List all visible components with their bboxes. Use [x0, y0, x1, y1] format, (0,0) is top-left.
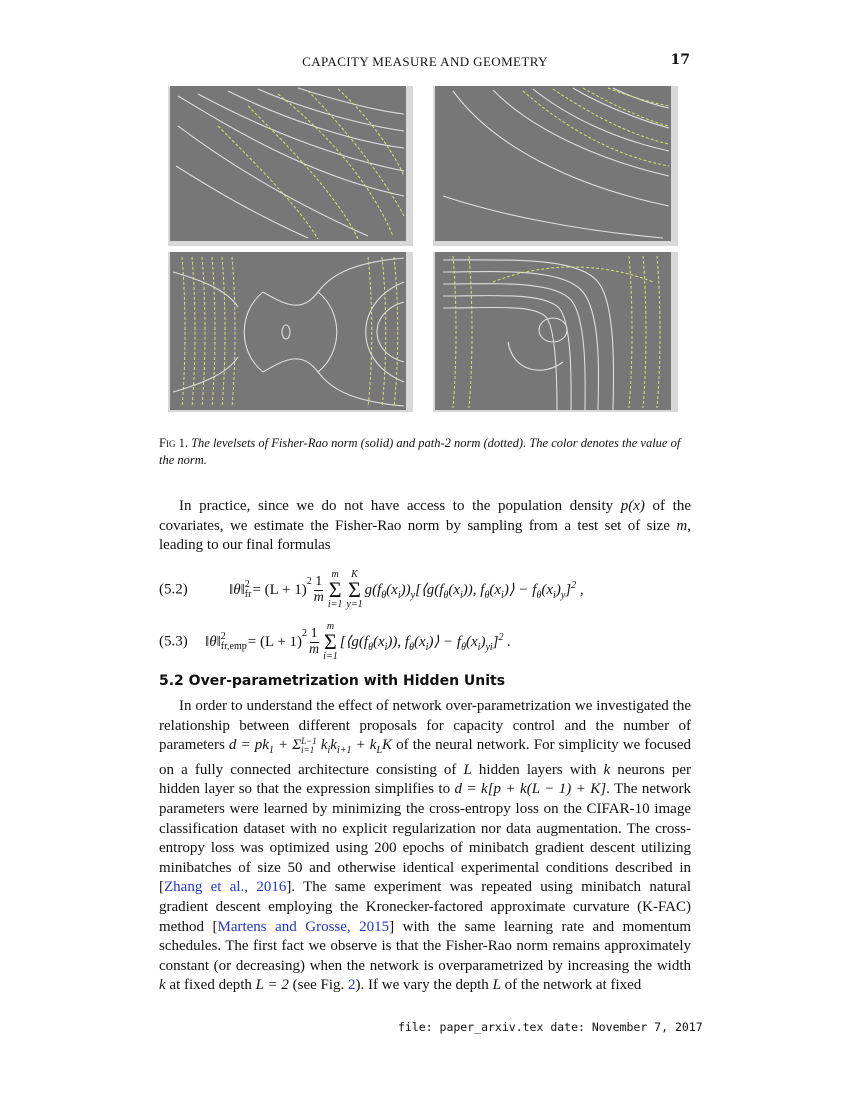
sum-top: m: [331, 569, 339, 580]
paragraph-text: hidden layers with: [471, 761, 604, 778]
sum-top: m: [326, 621, 335, 632]
figure-panel-bottom-right: [433, 252, 678, 412]
math-inline: L: [463, 761, 472, 778]
paragraph-text: of the network at fixed: [500, 977, 642, 994]
equation-5-3: [159, 618, 691, 666]
eq-mid: = (L + 1): [247, 633, 303, 650]
running-head: [160, 52, 690, 72]
paragraph-text: ). If we vary the depth: [355, 977, 493, 994]
eq-sub: fr: [244, 589, 252, 600]
sum-top: K: [351, 569, 358, 580]
sum-symbol: K Σ y=1: [346, 569, 363, 610]
figure-panel-top-left: [168, 86, 413, 246]
citation-link-zhang[interactable]: Zhang et al., 2016: [164, 879, 287, 896]
math-inline: $d = pk_1 + \Sigma$ L−1 i=1 $k_ik_{i+1} + k_LK$: [228, 735, 393, 757]
math-inline: k: [603, 761, 611, 778]
eq-lhs: ‖θ‖: [205, 633, 221, 650]
equation-body: [205, 618, 511, 666]
sum-symbol: m Σ i=1: [323, 621, 338, 662]
eq-fraction: [309, 627, 319, 657]
equation-number: (5.3): [159, 633, 188, 650]
citation-link-martens[interactable]: Martens and Grosse, 2015: [217, 918, 390, 935]
paragraph-text: , leading to our final formulas: [159, 517, 691, 554]
page-number: 17: [670, 52, 690, 68]
paragraph-text: . The network parameters were learned by minimizing the cross-entropy loss on the CIFAR-10 image classification dataset with no explicit regularization nor data augmentation. The cross-entropy loss was optimized using 200 epochs of minibatch gradient descent utilizing minibatches of size 50 and otherwise identical experimental conditions described in [: [159, 781, 692, 896]
paragraph-text: ]. The same experiment was repeated using minibatch natural gradient descent employing the Kronecker-factored approximate curvature (K-FAC) method [: [159, 879, 691, 935]
equation-body: [229, 566, 584, 614]
math-inline: p(x): [620, 498, 645, 514]
sum-bottom: y=1: [346, 599, 363, 610]
figure-panel-top-right: [433, 86, 678, 246]
frac-den: m: [309, 641, 320, 657]
eq-rhs: [$⟨g(f_\theta(x_i))$, $f_\theta(x_i)⟩ - f_\theta(x_i)_{yi}]^2$ .: [339, 631, 512, 653]
eq-lhs: ‖θ‖: [229, 581, 245, 598]
figure-panel-bottom-left: [168, 252, 413, 412]
math-inline: L: [492, 977, 501, 994]
eq-rhs: $g(f_\theta(x_i))_y[⟨g(f_\theta(x_i))$, $f_\theta(x_i)⟩ - f_\theta(x_i)_y]^2$ ,: [364, 579, 584, 601]
frac-num: 1: [310, 625, 318, 641]
math-inline: k: [159, 977, 166, 994]
paragraph-text: In practice, since we do not have access to the population density: [179, 498, 621, 514]
paragraph-text: neurons per hidden layer so that the expression simplifies to: [159, 761, 691, 798]
figure-caption-label: Fig 1.: [159, 436, 188, 450]
paragraph-text: of the covariates, we estimate the Fisher-Rao norm by sampling from a test set of size: [159, 498, 691, 534]
running-title: CAPACITY MEASURE AND GEOMETRY: [302, 54, 548, 69]
equation-number: (5.2): [159, 581, 188, 598]
figure-link-2[interactable]: 2: [348, 977, 356, 994]
page-footer: file: paper_arxiv.tex date: November 7, 2017: [398, 1020, 703, 1034]
math-inline: d = k[p + k(L − 1) + K]: [454, 781, 607, 798]
eq-sub: fr,emp: [220, 641, 247, 652]
eq-sup: 2: [306, 576, 312, 587]
eq-sup: 2: [302, 628, 308, 639]
eq-mid: = (L + 1): [252, 581, 307, 598]
figure-caption: [159, 435, 691, 469]
eq-fraction: [314, 575, 324, 605]
sum-bottom: i=1: [327, 599, 343, 610]
section-heading: 5.2 Over-parametrization with Hidden Units: [159, 673, 506, 689]
math-inline: L = 2: [255, 977, 289, 994]
paragraph-text: of the neural network. For simplicity we focused on a fully connected architecture consisting of: [159, 737, 691, 778]
paragraph-text: (see Fig.: [288, 977, 349, 994]
frac-num: 1: [315, 573, 323, 589]
paragraph-over-parametrization: [159, 697, 691, 996]
paragraph-sampling: [159, 497, 691, 556]
paragraph-text: In order to understand the effect of network over-parametrization we investigated the relationship between different proposals for capacity control and the number of parameters: [159, 698, 691, 754]
frac-den: m: [313, 589, 324, 605]
sum-bottom: i=1: [323, 651, 338, 662]
figure-caption-text: The levelsets of Fisher-Rao norm (solid) and path-2 norm (dotted). The color denotes the value of the norm.: [159, 436, 681, 467]
eq-sup: 2: [244, 579, 250, 590]
math-inline: m: [676, 517, 688, 534]
equation-5-2: [159, 566, 691, 614]
paragraph-text: ] with the same learning rate and momentum schedules. The first fact we observe is that the Fisher-Rao norm remains approximately constant (or decreasing) when the network is overparametrized by increasing the width: [159, 918, 691, 974]
sum-symbol: m Σ i=1: [327, 569, 343, 610]
eq-sup: 2: [220, 631, 226, 642]
paragraph-text: at fixed depth: [165, 977, 256, 994]
